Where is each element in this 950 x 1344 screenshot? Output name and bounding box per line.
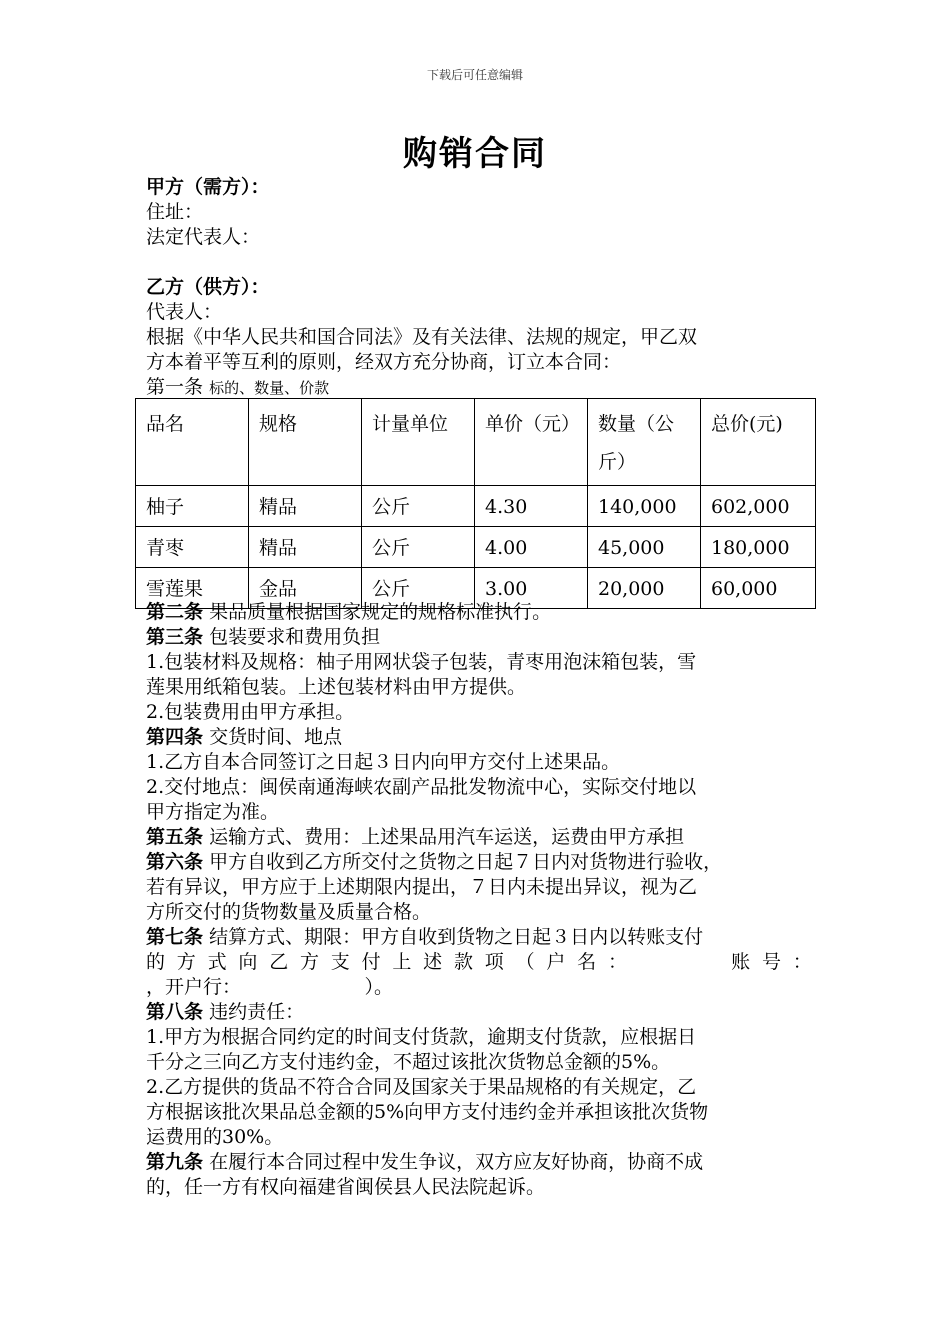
article-2-text: 果品质量根据国家规定的规格标准执行。 [209,601,552,623]
justified-char: 账 [731,951,751,973]
article-4 [146,725,812,750]
table-cell: 公斤 [362,568,475,609]
table-cell: 602,000 [701,486,816,527]
justified-char: 乙 [269,951,289,973]
article-8-line: 方根据该批次果品总金额的5%向甲方支付违约金并承担该批次货物 [146,1101,709,1123]
article-9-line: 的，任一方有权向福建省闽侯县人民法院起诉。 [146,1176,546,1198]
table-row [136,486,816,527]
article-7 [146,925,812,950]
table-cell: 公斤 [362,527,475,568]
table-cell: 4.00 [475,527,588,568]
article-4-line: 1.乙方自本合同签订之日起３日内向甲方交付上述果品。 [146,751,621,773]
article-3-line: 莲果用纸箱包装。上述包装材料由甲方提供。 [146,676,527,698]
justified-char: 方 [299,951,319,973]
table-header-cell: 单价（元） [475,399,588,486]
article-2-head: 第二条 [146,601,204,623]
article-8-line: 2.乙方提供的货品不符合合同及国家关于果品规格的有关规定，乙 [146,1076,697,1098]
justified-char: 付 [361,951,381,973]
justified-char: （ [515,951,535,973]
contract-body [146,175,812,401]
table-cell: 60,000 [701,568,816,609]
party-a-address: 住址： [146,201,204,223]
article-3-line: 1.包装材料及规格：柚子用网状袋子包装，青枣用泡沫箱包装，雪 [146,651,697,673]
justified-char: 名 [577,951,597,973]
justified-char [639,950,658,975]
article-7-line-justified [146,950,812,975]
article-6-head: 第六条 [146,851,204,873]
justified-char: 述 [423,951,443,973]
table-cell: 20,000 [588,568,701,609]
article-5-text: 运输方式、费用：上述果品用汽车运送，运费由甲方承担 [209,826,685,848]
table-cell: 精品 [249,527,362,568]
article-5-head: 第五条 [146,826,204,848]
table-cell: 140,000 [588,486,701,527]
article-4-line: 2.交付地点：闽侯南通海峡农副产品批发物流中心，实际交付地以 [146,776,697,798]
article-7-line: ，开户行： ）。 [146,976,394,998]
article-2 [146,600,812,625]
document-title: 购销合同 [403,134,547,174]
article-6-line: 方所交付的货物数量及质量合格。 [146,901,432,923]
justified-char: ： [792,951,812,973]
article-3 [146,625,812,650]
article-8-text: 违约责任： [209,1001,305,1023]
justified-char: 上 [392,951,412,973]
article-8-line: 运费用的30%。 [146,1126,284,1148]
items-table [135,398,816,609]
justified-char [700,950,719,975]
article-6-text: 甲方自收到乙方所交付之货物之日起７日内对货物进行验收， [209,851,723,873]
table-cell: 雪莲果 [136,568,249,609]
table-cell: 4.30 [475,486,588,527]
article-8-head: 第八条 [146,1001,204,1023]
table-header-cell: 规格 [249,399,362,486]
table-cell: 3.00 [475,568,588,609]
table-header-cell: 品名 [136,399,249,486]
article-4-line: 甲方指定为准。 [146,801,280,823]
table-header-cell: 计量单位 [362,399,475,486]
justified-char: 的 [146,951,166,973]
article-4-head: 第四条 [146,726,204,748]
justified-char: 式 [207,951,227,973]
justified-char [670,950,689,975]
article-3-line: 2.包装费用由甲方承担。 [146,701,355,723]
article-5 [146,825,812,850]
article-3-head: 第三条 [146,626,204,648]
article-8-line: 千分之三向乙方支付违约金，不超过该批次货物总金额的5%。 [146,1051,671,1073]
table-cell: 金品 [249,568,362,609]
table-cell: 180,000 [701,527,816,568]
intro-line: 根据《中华人民共和国合同法》及有关法律、法规的规定，甲乙双 [146,326,698,348]
table-cell: 精品 [249,486,362,527]
article-9-head: 第九条 [146,1151,204,1173]
article-1-head: 第一条 [146,376,204,398]
justified-char: ： [607,951,627,973]
justified-char: 支 [330,951,350,973]
article-8-line: 1.甲方为根据合同约定的时间支付货款，逾期支付货款，应根据日 [146,1026,697,1048]
article-7-head: 第七条 [146,926,204,948]
article-4-text: 交货时间、地点 [209,726,343,748]
table-cell: 柚子 [136,486,249,527]
header-note: 下载后可任意编辑 [426,68,523,82]
article-8 [146,1000,812,1025]
table-cell: 青枣 [136,527,249,568]
table-cell: 公斤 [362,486,475,527]
table-header-cell: 数量（公斤） [588,399,701,486]
article-6 [146,850,812,875]
article-3-text: 包装要求和费用负担 [209,626,381,648]
article-9-text: 在履行本合同过程中发生争议，双方应友好协商，协商不成 [209,1151,704,1173]
party-a-legal-rep: 法定代表人： [146,226,261,248]
justified-char: 号 [761,951,781,973]
justified-char: 户 [546,951,566,973]
table-header-row [136,399,816,486]
party-b-rep: 代表人： [146,301,223,323]
justified-char: 项 [484,951,504,973]
party-b-label: 乙方（供方）： [146,276,270,298]
justified-char: 向 [238,951,258,973]
intro-line: 方本着平等互利的原则，经双方充分协商，订立本合同： [146,351,622,373]
article-6-line: 若有异议，甲方应于上述期限内提出，７日内未提出异议，视为乙 [146,876,698,898]
table-row [136,527,816,568]
contract-articles [146,600,812,1200]
justified-char: 款 [453,951,473,973]
article-1-text: 标的、数量、价款 [209,379,330,397]
article-7-text: 结算方式、期限：甲方自收到货物之日起３日内以转账支付 [209,926,704,948]
party-a-label: 甲方（需方）： [146,176,270,198]
article-9 [146,1150,812,1175]
table-cell: 45,000 [588,527,701,568]
justified-char: 方 [176,951,196,973]
table-header-cell: 总价(元) [701,399,816,486]
